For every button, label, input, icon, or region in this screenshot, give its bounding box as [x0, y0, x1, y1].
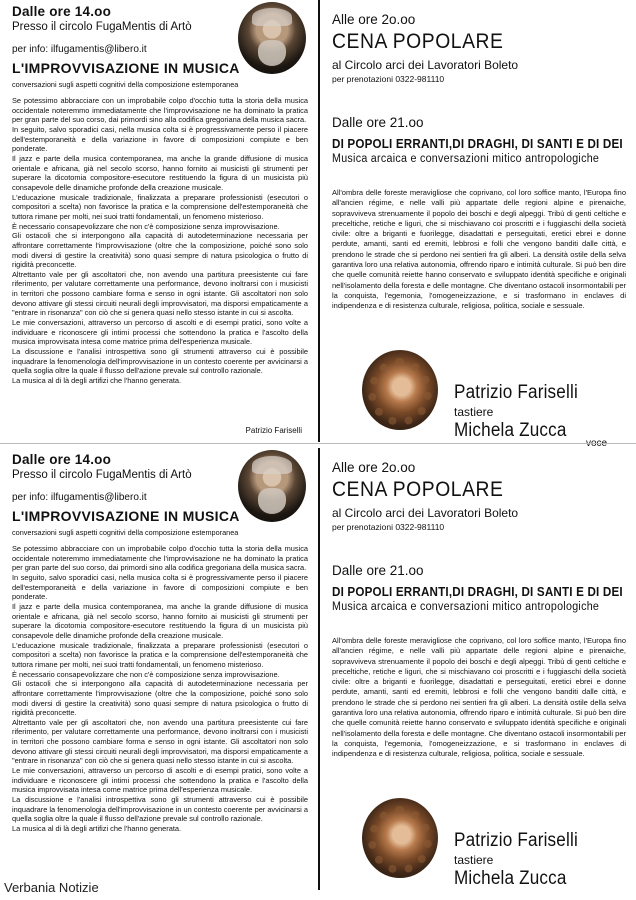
portrait-photo [238, 450, 306, 522]
vertical-divider [318, 448, 320, 890]
workshop-time: Dalle ore 14.oo [12, 4, 112, 19]
paragraph: Il jazz e parte della musica contemporanea, ma anche la grande diffusione di musica orientale e africana, già nel secolo scorso, hanno fornito ai musicisti gli strumenti per superare la dicotomia compositore-esecutore restituendo la figura di un musicista più consapevole delle dinamiche profonde della creazione musicale. [12, 153, 308, 192]
dinner-title: CENA POPOLARE [332, 478, 504, 501]
paragraph: Le mie conversazioni, attraverso un percorso di ascolti e di esempi pratici, sono volte a individuare e riconoscere gli intimi processi che sottendono la pratica e l'ascolto della musica improvvisata intesa come matrice prima dell'esperienza musicale. [12, 766, 308, 795]
dinner-venue: al Circolo arci dei Lavoratori Boleto [332, 506, 519, 520]
flyer-top [0, 0, 636, 442]
paragraph: L'educazione musicale tradizionale, finalizzata a preparare professionisti (esecutori o compositori a scelta) non favorisce la pratica e la comprensione dell'estemporaneità che tuttora rimane per molti, nei suoi tratti fondamentali, un fenomeno misterioso. [12, 640, 308, 669]
event-title: DI POPOLI ERRANTI,DI DRAGHI, DI SANTI E DI DEI [332, 137, 623, 151]
paragraph: All'ombra delle foreste meravigliose che coprivano, col loro soffice manto, l'Europa fino all'ancien régime, e nelle valli più appartate delle regioni alpine e pirenaiche, sopravviveva strenuamente il popolo dei boschi e degli alpeggi. Tribù di genti celtiche e preceltiche, retiche e liguri, che si mischiavano coi proscritti e i fuggiaschi della società civile: oltre a briganti e fuorilegge, disadattati e perseguitati, eretici ebrei e donne perdute, amanti, santi ed eremiti, lebbrosi e folli che vengono banditi dalle città, e prendono le strade che si perdono nei sentieri fra gli alberi. La densità ostile della selva garantiva loro una relativa autonomia, offrendo riparo e intimità culturale. Si può ben dire che quelle comunità reiette hanno conservato e sviluppato identità specifiche e originali nell'isolamento della foresta e delle montagne. Che diventano ostacoli insormontabili per la conquista, l'egemonia, l'omogeneizzazione, e si trasformano in enclaves di indipendenza e di resistenza culturale, religiosa, politica, sociale e sessuale. [332, 636, 626, 759]
performer-photo [362, 350, 438, 430]
paragraph: Se potessimo abbracciare con un improbabile colpo d'occhio tutta la storia della musica occidentale noteremmo immediatamente che l'improvvisazione ne ha dominato la pratica per gran parte del suo corso, dai primordi sino alla codifica gregoriana della musica sacra. [12, 544, 308, 573]
performer-role-1: tastiere [454, 853, 494, 867]
right-panel [332, 0, 628, 442]
performer-name-2: Michela Zucca [454, 868, 567, 889]
event-subtitle: Musica arcaica e conversazioni mitico antropologiche [332, 601, 600, 613]
paragraph: Il jazz e parte della musica contemporanea, ma anche la grande diffusione di musica orientale e africana, già nel secolo scorso, hanno fornito ai musicisti gli strumenti per superare la dicotomia compositore-esecutore restituendo la figura di un musicista più consapevole delle dinamiche profonde della creazione musicale. [12, 601, 308, 640]
workshop-contact: per info: ilfugamentis@libero.it [12, 492, 147, 503]
left-panel [12, 0, 310, 442]
performer-name-1: Patrizio Fariselli [454, 830, 578, 851]
paragraph: Gli ostacoli che si interpongono alla capacità di autodeterminazione necessaria per affrontare correttamente l'improvvisazione (oltre che la composizione, poiché sono solo modi diversi di gestire la creatività) sono quasi sempre di natura psicologica o frutto di rigidità preconcette. [12, 679, 308, 718]
watermark: Verbania Notizie [4, 880, 103, 895]
paragraph: In seguito, salvo sporadici casi, nella musica colta si è progressivamente perso il piacere dell'estemporaneità e della variazione in favore di composizioni compiute e ben ponderate. [12, 124, 308, 154]
performer-role-1: tastiere [454, 405, 494, 419]
workshop-description [12, 544, 308, 834]
paragraph: La musica al di là degli artifizi che l'hanno generata. [12, 376, 182, 386]
paragraph: La musica al di là degli artifizi che l'hanno generata. [12, 824, 182, 834]
horizontal-divider [0, 443, 636, 444]
dinner-title: CENA POPOLARE [332, 30, 504, 53]
paragraph: In seguito, salvo sporadici casi, nella musica colta si è progressivamente perso il piacere dell'estemporaneità e della variazione in favore di composizioni compiute e ben ponderate. [12, 572, 308, 602]
dinner-venue: al Circolo arci dei Lavoratori Boleto [332, 58, 519, 72]
booking-phone: per prenotazioni 0322-981110 [332, 74, 445, 84]
workshop-description [12, 96, 308, 386]
workshop-title: L'IMPROVVISAZIONE IN MUSICA [12, 508, 240, 524]
paragraph: È necessario consapevolizzare che non c'è composizione senza improvvisazione. [12, 669, 280, 679]
performer-photo [362, 798, 438, 878]
workshop-venue: Presso il circolo FugaMentis di Artò [12, 469, 192, 481]
event-title: DI POPOLI ERRANTI,DI DRAGHI, DI SANTI E DI DEI [332, 585, 623, 599]
right-panel [332, 448, 628, 890]
workshop-contact: per info: ilfugamentis@libero.it [12, 44, 147, 55]
event-description [332, 188, 626, 312]
event-description [332, 636, 626, 760]
portrait-photo [238, 2, 306, 74]
paragraph: La discussione e l'analisi introspettiva sono gli strumenti attraverso cui è possibile inquadrare la fenomenologia dell'improvvisazione in un contesto coerente per avvicinarsi a quella soglia oltre la quale il flusso dell'azione prevale sul controllo razionale. [12, 347, 308, 376]
workshop-subtitle: conversazioni sugli aspetti cognitivi della composizione estemporanea [12, 80, 239, 89]
performer-name-2: Michela Zucca [454, 420, 567, 441]
dinner-time: Alle ore 2o.oo [332, 460, 416, 475]
event-time: Dalle ore 21.oo [332, 115, 424, 130]
booking-phone: per prenotazioni 0322-981110 [332, 522, 445, 532]
paragraph: Altrettanto vale per gli ascoltatori che, non avendo una partitura preesistente cui fare riferimento, per valutare correttamente una performance, devono inoltrarsi con i musicisti in territori che possono cambiare forma e senso in ogni istante. Gli ascoltatori non solo devono attivare gli stessi circuiti neurali degli improvvisatori, ma disporsi empaticamente a "entrare in risonanza" con ciò che si genera quasi nello stesso istante in cui si ascolta. [12, 717, 308, 766]
workshop-title: L'IMPROVVISAZIONE IN MUSICA [12, 60, 240, 76]
vertical-divider [318, 0, 320, 442]
paragraph: Altrettanto vale per gli ascoltatori che, non avendo una partitura preesistente cui fare riferimento, per valutare correttamente una performance, devono inoltrarsi con i musicisti in territori che possono cambiare forma e senso in ogni istante. Gli ascoltatori non solo devono attivare gli stessi circuiti neurali degli improvvisatori, ma disporsi empaticamente a "entrare in risonanza" con ciò che si genera quasi nello stesso istante in cui si ascolta. [12, 269, 308, 318]
paragraph: Le mie conversazioni, attraverso un percorso di ascolti e di esempi pratici, sono volte a individuare e riconoscere gli intimi processi che sottendono la pratica e l'ascolto della musica improvvisata intesa come matrice prima dell'esperienza musicale. [12, 318, 308, 347]
paragraph: Gli ostacoli che si interpongono alla capacità di autodeterminazione necessaria per affrontare correttamente l'improvvisazione (oltre che la composizione, poiché sono solo modi diversi di gestire la creatività) sono quasi sempre di natura psicologica o frutto di rigidità preconcette. [12, 231, 308, 270]
event-time: Dalle ore 21.oo [332, 563, 424, 578]
left-panel [12, 448, 310, 890]
workshop-subtitle: conversazioni sugli aspetti cognitivi della composizione estemporanea [12, 528, 239, 537]
performer-name-1: Patrizio Fariselli [454, 382, 578, 403]
workshop-time: Dalle ore 14.oo [12, 452, 112, 467]
paragraph: La discussione e l'analisi introspettiva sono gli strumenti attraverso cui è possibile inquadrare la fenomenologia dell'improvvisazione in un contesto coerente per avvicinarsi a quella soglia oltre la quale il flusso dell'azione prevale sul controllo razionale. [12, 795, 308, 824]
workshop-venue: Presso il circolo FugaMentis di Artò [12, 21, 192, 33]
event-subtitle: Musica arcaica e conversazioni mitico antropologiche [332, 153, 600, 165]
paragraph: All'ombra delle foreste meravigliose che coprivano, col loro soffice manto, l'Europa fino all'ancien régime, e nelle valli più appartate delle regioni alpine e pirenaiche, sopravviveva strenuamente il popolo dei boschi e degli alpeggi. Tribù di genti celtiche e preceltiche, retiche e liguri, che si mischiavano coi proscritti e i fuggiaschi della società civile: oltre a briganti e fuorilegge, disadattati e perseguitati, eretici ebrei e donne perdute, amanti, santi ed eremiti, lebbrosi e folli che vengono banditi dalle città, e prendono le strade che si perdono nei sentieri fra gli alberi. La densità ostile della selva garantiva loro una relativa autonomia, offrendo riparo e intimità culturale. Si può ben dire che quelle comunità reiette hanno conservato e sviluppato identità specifiche e originali nell'isolamento della foresta e delle montagne. Che diventano ostacoli insormontabili per la conquista, l'egemonia, l'omogeneizzazione, e si trasformano in enclaves di indipendenza e di resistenza culturale, religiosa, politica, sociale e sessuale. [332, 188, 626, 311]
paragraph: È necessario consapevolizzare che non c'è composizione senza improvvisazione. [12, 221, 280, 231]
dinner-time: Alle ore 2o.oo [332, 12, 416, 27]
paragraph: Se potessimo abbracciare con un improbabile colpo d'occhio tutta la storia della musica occidentale noteremmo immediatamente che l'improvvisazione ne ha dominato la pratica per gran parte del suo corso, dai primordi sino alla codifica gregoriana della musica sacra. [12, 96, 308, 125]
author-signature: Patrizio Fariselli [245, 426, 302, 435]
paragraph: L'educazione musicale tradizionale, finalizzata a preparare professionisti (esecutori o compositori a scelta) non favorisce la pratica e la comprensione dell'estemporaneità che tuttora rimane per molti, nei suoi tratti fondamentali, un fenomeno misterioso. [12, 192, 308, 221]
flyer-bottom [0, 448, 636, 890]
